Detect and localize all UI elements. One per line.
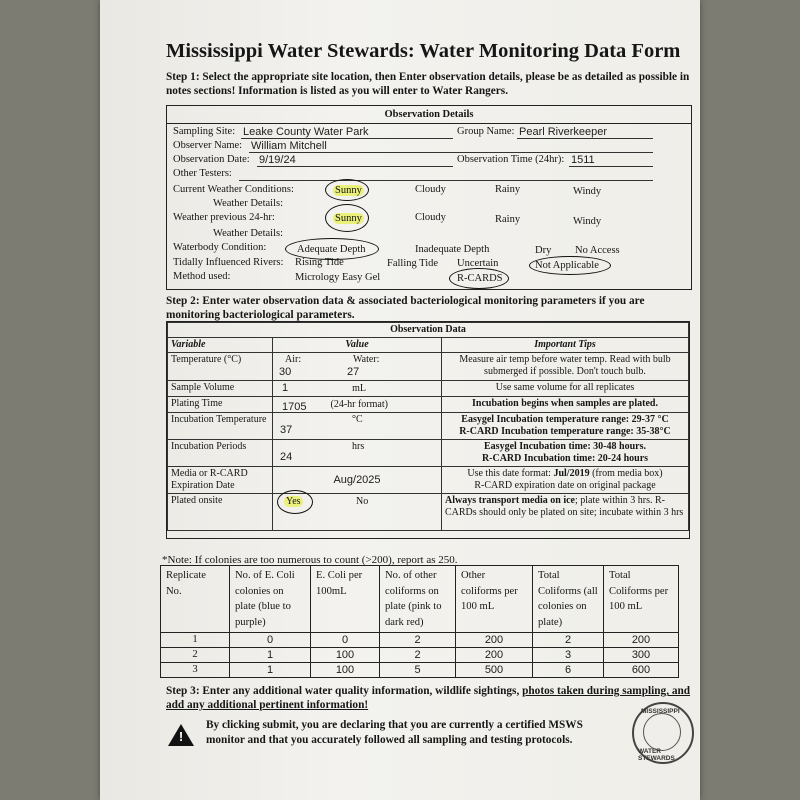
- table-row: [168, 440, 689, 467]
- plating-time-values: [273, 397, 442, 413]
- cell-input[interactable]: 200: [604, 633, 679, 648]
- media-expiration-label: Media or R-CARD Expiration Date: [168, 467, 273, 494]
- sample-volume-unit: mL: [352, 383, 367, 394]
- plating-time-unit: (24-hr format): [330, 399, 388, 410]
- cell: 2: [161, 648, 230, 663]
- divider: [167, 123, 691, 124]
- current-weather-label: Current Weather Conditions:: [173, 184, 294, 195]
- selection-circle: [529, 256, 611, 275]
- sampling-site-label: Sampling Site:: [173, 126, 236, 137]
- method-micrology[interactable]: Micrology Easy Gel: [295, 272, 381, 283]
- underline: [249, 152, 653, 153]
- table-row: [168, 467, 689, 494]
- table-row: [168, 397, 689, 413]
- sample-volume-field[interactable]: 1: [282, 382, 289, 394]
- waterbody-dry[interactable]: Dry: [535, 245, 552, 256]
- temperature-label: Temperature (°C): [168, 353, 273, 381]
- plated-onsite-yes[interactable]: Yes: [286, 496, 301, 507]
- colony-note: *Note: If colonies are too numerous to count (>200), report as 250.: [162, 554, 458, 566]
- incubation-temperature-field[interactable]: 37: [280, 424, 293, 436]
- observation-details-box: [166, 105, 692, 290]
- weather-details-label: Weather Details:: [213, 198, 283, 209]
- waterbody-no-access[interactable]: No Access: [575, 245, 620, 256]
- prev-weather-rainy[interactable]: Rainy: [495, 214, 521, 225]
- cell: 1: [161, 633, 230, 648]
- cell-input[interactable]: 5: [380, 663, 456, 678]
- underline: [517, 138, 653, 139]
- air-temp-field[interactable]: 30: [279, 366, 292, 378]
- observation-time-field[interactable]: 1511: [571, 154, 595, 166]
- method-rcards[interactable]: R-CARDS: [457, 273, 503, 284]
- observation-date-field[interactable]: 9/19/24: [259, 154, 296, 166]
- weather-details-label: Weather Details:: [213, 228, 283, 239]
- prev-weather-sunny[interactable]: Sunny: [335, 213, 362, 224]
- plated-onsite-no[interactable]: No: [356, 496, 369, 507]
- temperature-values: [273, 353, 442, 381]
- plating-time-label: Plating Time: [168, 397, 273, 413]
- media-expiration-field[interactable]: Aug/2025: [333, 473, 381, 486]
- plated-onsite-label: Plated onsite: [168, 494, 273, 531]
- water-label: Water:: [353, 354, 380, 365]
- tidal-falling[interactable]: Falling Tide: [387, 258, 439, 269]
- cell-input[interactable]: 2: [533, 633, 604, 648]
- cell-input[interactable]: 6: [533, 663, 604, 678]
- msws-seal-logo: [632, 702, 694, 764]
- observation-time-label: Observation Time (24hr):: [457, 154, 565, 165]
- sample-volume-tip: Use same volume for all replicates: [442, 381, 689, 397]
- observation-details-header: Observation Details: [384, 109, 474, 120]
- table-row: [168, 353, 689, 381]
- waterbody-adequate-depth[interactable]: Adequate Depth: [297, 244, 366, 255]
- cell-input[interactable]: 500: [456, 663, 533, 678]
- observer-name-field[interactable]: William Mitchell: [251, 140, 327, 152]
- incubation-temperature-label: Incubation Temperature: [168, 413, 273, 440]
- observer-name-label: Observer Name:: [173, 140, 243, 151]
- incubation-temperature-unit: °C: [352, 414, 363, 425]
- underline: [569, 166, 653, 167]
- table-row: [168, 381, 689, 397]
- col-value: Value: [273, 338, 442, 353]
- plated-onsite-tip: Always transport media on ice; plate within 3 hrs. R-CARDs should only be plated on site; incubate within 3 hrs: [442, 494, 689, 531]
- replicate-header-row: [161, 566, 679, 633]
- tidal-not-applicable[interactable]: Not Applicable: [535, 260, 599, 271]
- col-other-coliforms: No. of other coliforms on plate (pink to dark red): [380, 566, 456, 633]
- plated-onsite-values: [273, 494, 442, 531]
- cell-input[interactable]: 100: [311, 663, 380, 678]
- table-row: [168, 413, 689, 440]
- cell-input[interactable]: 1: [230, 648, 311, 663]
- col-variable: Variable: [168, 338, 273, 353]
- weather-prev-label: Weather previous 24-hr:: [173, 212, 275, 223]
- tidal-label: Tidally Influenced Rivers:: [173, 257, 284, 268]
- incubation-periods-label: Incubation Periods: [168, 440, 273, 467]
- cell-input[interactable]: 2: [380, 648, 456, 663]
- underline: [239, 180, 653, 181]
- air-label: Air:: [285, 354, 302, 365]
- cell: 3: [161, 663, 230, 678]
- seal-bottom-text: WATER STEWARDS: [638, 748, 675, 762]
- form-paper: [100, 0, 700, 800]
- sample-volume-label: Sample Volume: [168, 381, 273, 397]
- col-ecoli-colonies: No. of E. Coli colonies on plate (blue to purple): [230, 566, 311, 633]
- observation-data-box: [166, 321, 690, 539]
- cell-input[interactable]: 100: [311, 648, 380, 663]
- incubation-temperature-tip: Easygel Incubation temperature range: 29-37 °C R-CARD Incubation temperature range: 35-38°C: [442, 413, 689, 440]
- col-replicate: Replicate No.: [161, 566, 230, 633]
- tidal-uncertain[interactable]: Uncertain: [457, 258, 499, 269]
- seal-inner-ring: [643, 713, 681, 751]
- observation-data-header: Observation Data: [168, 323, 689, 338]
- incubation-temperature-values: [273, 413, 442, 440]
- cell-input[interactable]: 0: [230, 633, 311, 648]
- col-tips: Important Tips: [442, 338, 689, 353]
- other-testers-label: Other Testers:: [173, 168, 232, 179]
- plating-time-tip: Incubation begins when samples are plated.: [442, 397, 689, 413]
- water-temp-field[interactable]: 27: [347, 366, 360, 378]
- waterbody-condition-label: Waterbody Condition:: [173, 242, 267, 253]
- current-weather-rainy[interactable]: Rainy: [495, 184, 521, 195]
- incubation-periods-tip: Easygel Incubation time: 30-48 hours. R-CARD Incubation time: 20-24 hours: [442, 440, 689, 467]
- temperature-tip: Measure air temp before water temp. Read with bulb submerged if possible. Don't touch bulb.: [442, 353, 689, 381]
- step2-instructions: Step 2: Enter water observation data & associated bacteriological monitoring parameters if you are monitoring bacteriological parameters.: [166, 295, 645, 321]
- incubation-periods-unit: hrs: [352, 441, 365, 452]
- sampling-site-field[interactable]: Leake County Water Park: [243, 126, 369, 138]
- cell-input[interactable]: 600: [604, 663, 679, 678]
- col-ecoli-per-100ml: E. Coli per 100mL: [311, 566, 380, 633]
- table-row: [161, 663, 679, 678]
- method-label: Method used:: [173, 271, 231, 282]
- group-name-label: Group Name:: [457, 126, 515, 137]
- prev-weather-windy[interactable]: Windy: [573, 216, 602, 227]
- group-name-field[interactable]: Pearl Riverkeeper: [519, 126, 608, 138]
- observation-data-table: [167, 322, 689, 531]
- sample-volume-values: [273, 381, 442, 397]
- col-total-coliforms: Total Coliforms (all colonies on plate): [533, 566, 604, 633]
- current-weather-windy[interactable]: Windy: [573, 186, 602, 197]
- table-row: [161, 648, 679, 663]
- plating-time-field[interactable]: 1705: [282, 401, 307, 413]
- col-total-per-100ml: Total Coliforms per 100 mL: [604, 566, 679, 633]
- media-expiration-tip: Use this date format: Jul/2019 (from media box) R-CARD expiration date on original package: [442, 467, 689, 494]
- selection-circle: [277, 490, 313, 514]
- step3-instructions: Step 3: Enter any additional water quality information, wildlife sightings, photos taken during sampling, and add any additional pertinent information!: [166, 685, 691, 711]
- prev-weather-cloudy[interactable]: Cloudy: [415, 212, 446, 223]
- incubation-periods-field[interactable]: 24: [280, 451, 293, 463]
- declaration-text: By clicking submit, you are declaring that you are currently a certified MSWS monitor and that you accurately followed all sampling and testing protocols.: [206, 719, 583, 746]
- step1-instructions: Step 1: Select the appropriate site location, then Enter observation details, please be as detailed as possible in notes sections! Information is listed as you will enter to Water Rangers.: [166, 71, 690, 97]
- observation-date-label: Observation Date:: [173, 154, 250, 165]
- cell-input[interactable]: 200: [456, 633, 533, 648]
- current-weather-sunny[interactable]: Sunny: [335, 185, 362, 196]
- cell-input[interactable]: 200: [456, 648, 533, 663]
- current-weather-cloudy[interactable]: Cloudy: [415, 184, 446, 195]
- table-row: [161, 633, 679, 648]
- replicate-table: [160, 565, 679, 678]
- cell-input[interactable]: 3: [533, 648, 604, 663]
- selection-circle: [325, 179, 369, 201]
- underline: [241, 138, 453, 139]
- seal-top-text: MISSISSIPPI: [641, 708, 680, 715]
- selection-circle: [449, 268, 509, 289]
- cell-input[interactable]: 1: [230, 663, 311, 678]
- selection-circle: [325, 204, 369, 232]
- col-other-per-100ml: Other coliforms per 100 mL: [456, 566, 533, 633]
- form-title: Mississippi Water Stewards: Water Monitoring Data Form: [166, 40, 681, 62]
- underline: [257, 166, 453, 167]
- table-row: [168, 494, 689, 531]
- cell-input[interactable]: 2: [380, 633, 456, 648]
- incubation-periods-values: [273, 440, 442, 467]
- tidal-rising[interactable]: Rising Tide: [295, 257, 344, 268]
- cell-input[interactable]: 0: [311, 633, 380, 648]
- exclamation-icon: !: [178, 729, 184, 744]
- cell-input[interactable]: 300: [604, 648, 679, 663]
- waterbody-inadequate-depth[interactable]: Inadequate Depth: [415, 244, 490, 255]
